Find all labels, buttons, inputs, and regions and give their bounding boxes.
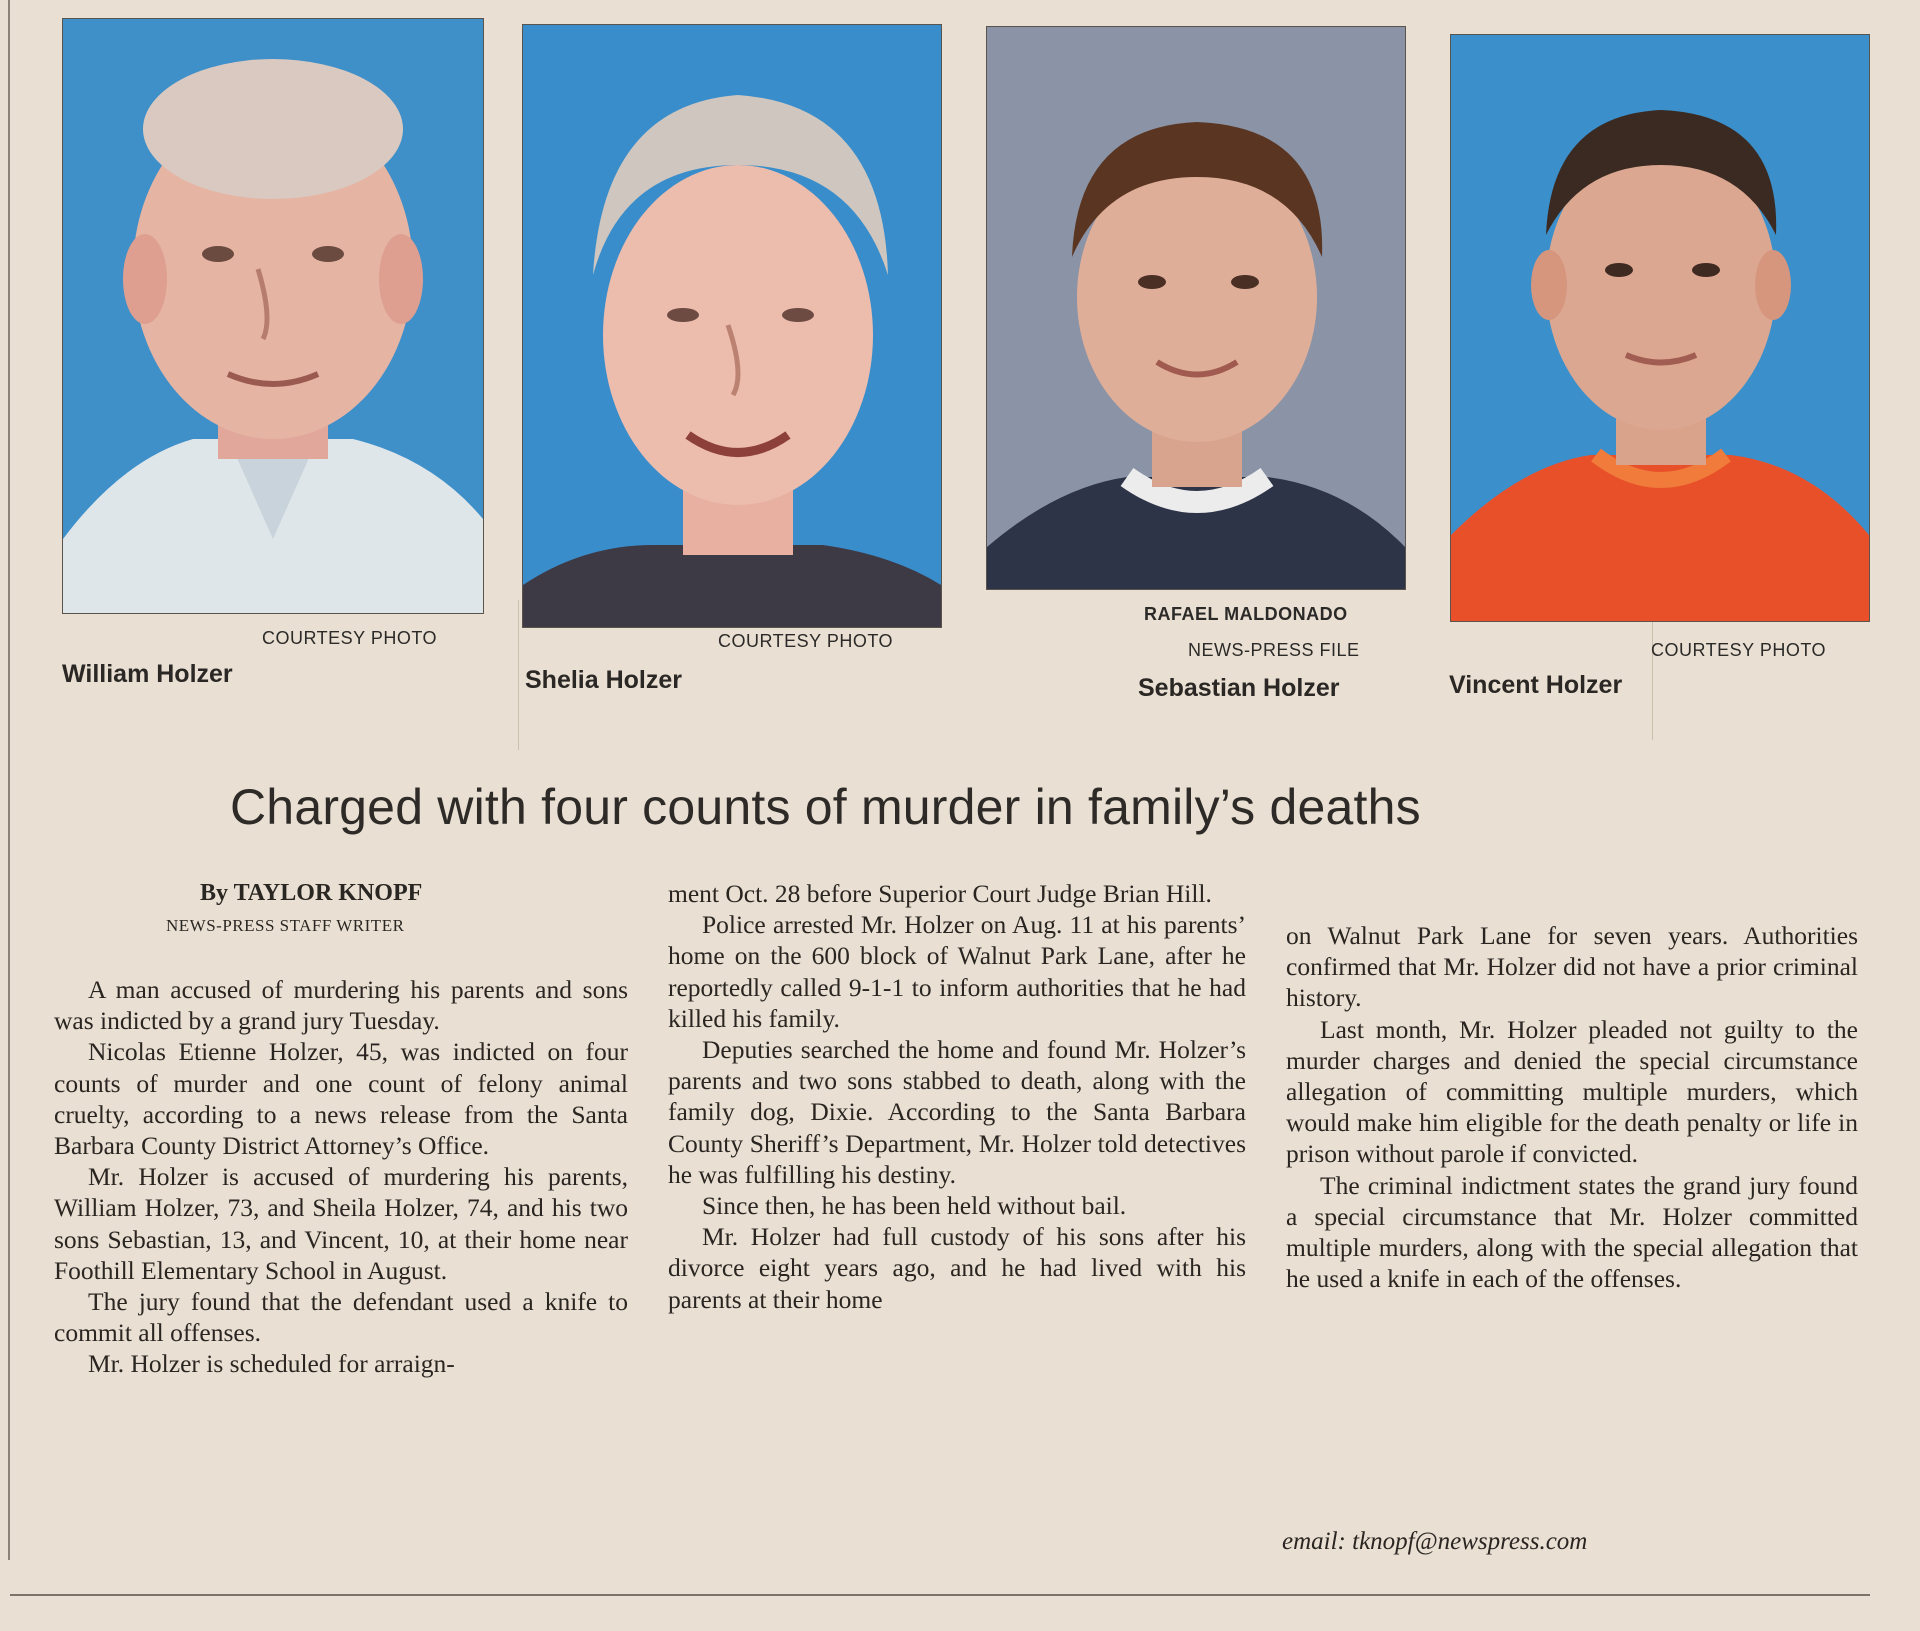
paragraph: Nicolas Etienne Holzer, 45, was indicted on four counts of murder and one count of felony animal cruelty, according to a news release from the Santa Barbara County District Attorney’s Office.: [54, 1037, 628, 1161]
article-headline: Charged with four counts of murder in family’s deaths: [230, 779, 1421, 835]
paragraph: Since then, he has been held without bail.: [702, 1191, 1127, 1221]
bleed-through-rule: [1652, 620, 1653, 740]
paragraph: A man accused of murdering his parents and sons was indicted by a grand jury Tuesday.: [54, 975, 628, 1036]
article-column-2: [668, 878, 1246, 1315]
portrait-william-holzer: [62, 18, 484, 614]
photo-credit: COURTESY PHOTO: [718, 631, 894, 651]
byline: By TAYLOR KNOPF: [200, 880, 423, 906]
portrait-sebastian-holzer: [986, 26, 1406, 590]
paragraph: Mr. Holzer had full custody of his sons after his divorce eight years ago, and he had lived with his parents at their home: [668, 1222, 1246, 1314]
article-column-1: [54, 974, 628, 1380]
photo-credit-secondary: NEWS-PRESS FILE: [1188, 640, 1360, 660]
author-email: email: tknopf@newspress.com: [1282, 1528, 1588, 1555]
photo-credit: COURTESY PHOTO: [1651, 640, 1827, 660]
paragraph: The jury found that the defendant used a knife to commit all offenses.: [54, 1287, 628, 1348]
article-column-3: [1286, 920, 1858, 1294]
photo-caption-name: Sebastian Holzer: [1138, 674, 1340, 702]
clipping-bottom-edge: [10, 1594, 1870, 1596]
photo-credit: RAFAEL MALDONADO: [1144, 604, 1348, 624]
clipping-left-edge: [8, 0, 10, 1560]
portrait-vincent-holzer: [1450, 34, 1870, 622]
photo-caption-name: William Holzer: [62, 660, 233, 688]
photo-credit: COURTESY PHOTO: [262, 628, 438, 648]
paragraph: ment Oct. 28 before Superior Court Judge Brian Hill.: [668, 879, 1212, 908]
paragraph: Mr. Holzer is scheduled for arraign-: [88, 1349, 455, 1379]
byline-title: NEWS-PRESS STAFF WRITER: [166, 916, 405, 935]
paragraph: Police arrested Mr. Holzer on Aug. 11 at his parents’ home on the 600 block of Walnut Park Lane, after he reportedly called 9-1-1 to inform authorities that he had killed his family.: [668, 910, 1246, 1033]
portrait-shelia-holzer: [522, 24, 942, 628]
photo-caption-name: Vincent Holzer: [1449, 671, 1623, 699]
paragraph: Last month, Mr. Holzer pleaded not guilty to the murder charges and denied the special circumstance allegation of committing multiple murders, which would make him eligible for the death penalty or life in prison without parole if convicted.: [1286, 1014, 1858, 1169]
paragraph: Deputies searched the home and found Mr. Holzer’s parents and two sons stabbed to death, along with the family dog, Dixie. According to the Santa Barbara County Sheriff’s Department, Mr. Holzer told detectives he was fulfilling his destiny.: [668, 1035, 1246, 1189]
bleed-through-rule: [518, 600, 519, 750]
paragraph: Mr. Holzer is accused of murdering his parents, William Holzer, 73, and Sheila Holzer, 74, and his two sons Sebastian, 13, and Vincent, 10, at their home near Foothill Elementary School in August.: [54, 1162, 628, 1285]
paragraph: The criminal indictment states the grand jury found a special circumstance that Mr. Holzer committed multiple murders, along with the special allegation that he used a knife in each of the offenses.: [1286, 1170, 1858, 1294]
photo-caption-name: Shelia Holzer: [525, 666, 682, 694]
paragraph: on Walnut Park Lane for seven years. Authorities confirmed that Mr. Holzer did not have a prior criminal history.: [1286, 921, 1858, 1013]
